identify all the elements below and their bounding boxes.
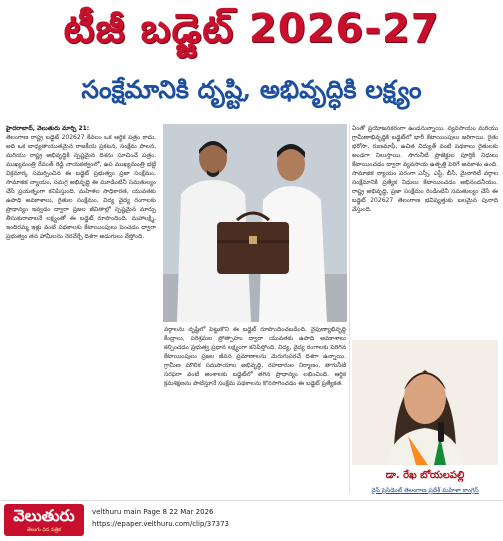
- column-divider: [349, 124, 350, 494]
- article-mid-text: వర్గాలను దృష్టిలో పెట్టుకొని ఈ బడ్జెట్ రూపొందించబడింది. నైపుణ్యాభివృద్ధి కేంద్రాలు, పరిశ్రమల ప్రోత్సాహం ద్వారా యువతకు ఉపాధి అవకాశాలు కల్పించడం ప్రభుత్వ ప్రధాన లక్ష్యంగా కనిపిస్తోంది. విద్య, వైద్య రంగాలకు పెరిగిన కేటాయింపులు ప్రజల జీవన ప్రమాణాలను మెరుగుపరచే దిశగా ఉన్నాయి. గ్రామీణ మౌలిక సదుపాయాల అభివృద్ధి, రహదారుల నిర్మాణం, తాగునీటి సరఫరా వంటి అంశాలకు బడ్జెట్‌లో తగిన ప్రాధాన్యం లభించింది. ఆర్థిక క్రమశిక్షణను పాటిస్తూనే సంక్షేమ పథకాలను కొనసాగించడం ఈ బడ్జెట్ ప్రత్యేకత.: [164, 326, 346, 387]
- article-column-mid: [164, 325, 346, 495]
- article-left-text: తెలంగాణ రాష్ట్ర బడ్జెట్ 202627 కేవలం ఒక ఆర్థిక పత్రం కాదు, అది ఒక బాధ్యతాయుతమైన రాజకీయ ప్రకటన, సంక్షేమ పాలన, మరియు రాష్ట్ర అభివృద్ధికి స్పష్టమైన దిశను సూచించే పత్రం. ముఖ్యమంత్రి రేవంత్ రెడ్డి నాయకత్వంలో, ఉప ముఖ్యమంత్రి భట్టి విక్రమార్క సమర్పించిన ఈ బడ్జెట్ ప్రభుత్వం ప్రజా సంక్షేమం, సామాజిక న్యాయం, సమగ్ర అభివృద్ధి ఈ మూడింటినీ సమతుల్యం చేసే ప్రయత్నంగా కనిపిస్తుంది. మహిళల సాధికారత, యువతకు ఉపాధి అవకాశాలు, రైతుల సంక్షేమం, విద్య వైద్య రంగాలకు ప్రాధాన్యం ఇవ్వడం ద్వారా ప్రజల జీవితాల్లో స్పష్టమైన మార్పు తీసుకురావాలనే లక్ష్యంతో ఈ బడ్జెట్ రూపొందింది. మహాలక్ష్మి, ఇందిరమ్మ ఇళ్లు వంటి పథకాలకు కేటాయింపులు పెంచడం ద్వారా ప్రభుత్వం తన హామీలను నెరవేర్చే దిశగా అడుగులు వేస్తోంది.: [6, 134, 156, 240]
- newspaper-logo[interactable]: [4, 504, 84, 536]
- photo-illustration: [163, 124, 347, 322]
- news-photo: [163, 124, 347, 322]
- headline: టీజీ బడ్జెట్ 2026-27: [63, 6, 440, 52]
- portrait-photo: [352, 340, 498, 465]
- footer: [0, 500, 503, 541]
- footer-edition-info: velthuru main Page 8 22 Mar 2026: [92, 508, 214, 516]
- logo-tagline: తెలుగు దిన పత్రిక: [26, 527, 62, 533]
- article-right-text: ఏంతో ప్రయోజనకరంగా ఉండనున్నాయి. వ్యవసాయం మరియు గ్రామీణాభివృద్ధికి బడ్జెట్‌లో భారీ కేటాయింపులు జరిగాయి. రైతు భరోసా, రుణమాఫీ, ఉచిత విద్యుత్ వంటి పథకాలు రైతులకు అండగా నిలుస్తాయి. సాగునీటి ప్రాజెక్టుల పూర్తికి నిధులు కేటాయించడం ద్వారా వ్యవసాయ ఉత్పత్తి పెరిగే అవకాశం ఉంది. సామాజిక న్యాయం పరంగా ఎస్సీ, ఎస్టీ, బీసీ, మైనారిటీ వర్గాల సంక్షేమానికి ప్రత్యేక నిధులు కేటాయించడం అభినందనీయం. రాష్ట్ర అభివృద్ధి, ప్రజా సంక్షేమం రెండింటినీ సమతుల్యం చేసే ఈ బడ్జెట్ 202627 తెలంగాణ భవిష్యత్తుకు బలమైన పునాది వేస్తుంది.: [352, 125, 498, 213]
- portrait-name: డా. రేఖ బోయలపల్లి: [385, 470, 465, 481]
- article-column-left: [6, 124, 156, 494]
- article-column-right: [352, 124, 498, 339]
- dateline: హైదరాబాద్, వెలుతురు మార్చి 21:: [6, 125, 90, 132]
- subheadline: సంక్షేమానికి దృష్టి, అభివృద్ధికి లక్ష్యం: [81, 75, 422, 104]
- logo-text: వెలుతురు: [13, 506, 75, 525]
- author-portrait: [352, 340, 498, 465]
- portrait-role: వైస్ ప్రెసిడెంట్ తెలంగాణ ప్రదేశ్ మహిళా కాంగ్రెస్: [371, 487, 479, 494]
- footer-clip-link[interactable]: https://epaper.velthuru.com/clip/37373: [92, 520, 230, 528]
